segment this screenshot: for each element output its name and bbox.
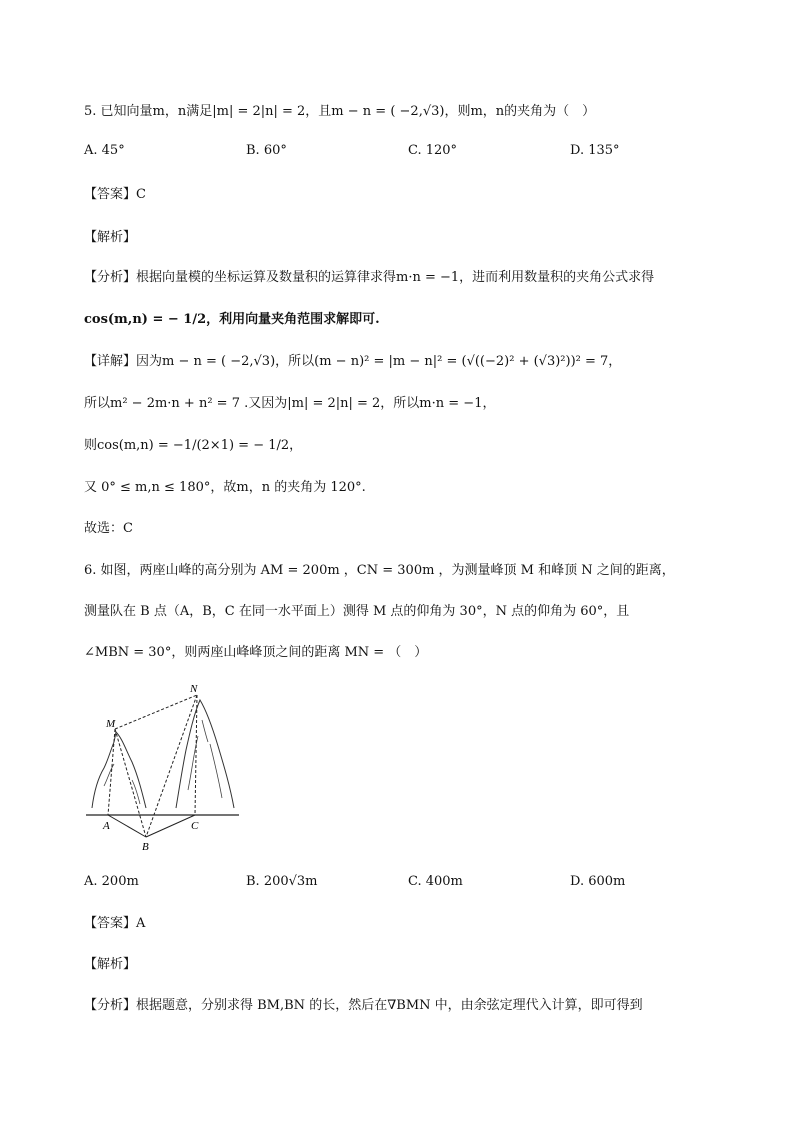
q6-stem-line-3: ∠MBN = 30°，则两座山峰峰顶之间的距离 MN = （ ） — [84, 645, 428, 660]
label-c: C — [191, 820, 199, 832]
q5-detail-line-2: 所以m² − 2m·n + n² = 7 .又因为|m| = 2|n| = 2，所以m·n = −1， — [84, 396, 496, 411]
q5-option-d: D. 135° — [570, 143, 620, 158]
q6-answer: 【答案】A — [84, 916, 146, 931]
q5-option-c: C. 120° — [408, 143, 458, 158]
mountain-figure — [84, 680, 244, 855]
q5-analysis-line-2: cos(m,n) = − 1/2，利用向量夹角范围求解即可. — [84, 312, 380, 327]
label-m: M — [106, 718, 116, 730]
q6-option-a: A. 200m — [84, 874, 139, 889]
q6-stem-line-2: 测量队在 B 点（A，B，C 在同一水平面上）测得 M 点的仰角为 30°，N 点的仰角为 60°，且 — [84, 604, 630, 619]
line-nb — [146, 695, 197, 837]
q6-option-d: D. 600m — [570, 874, 626, 889]
q6-option-b: B. 200√3m — [246, 874, 318, 889]
label-a: A — [103, 820, 110, 832]
right-mountain — [176, 700, 234, 808]
q5-detail-line-3: 则cos(m,n) = −1/(2×1) = − 1/2， — [84, 438, 303, 453]
line-mb — [115, 729, 146, 837]
q5-detail-line-1: 【详解】因为m − n = ( −2,√3)，所以(m − n)² = |m − n|² = (√((−2)² + (√3)²))² = 7， — [84, 354, 622, 369]
q5-option-a: A. 45° — [84, 143, 125, 158]
label-b: B — [142, 841, 149, 853]
q6-option-c: C. 400m — [408, 874, 463, 889]
q5-answer: 【答案】C — [84, 187, 146, 202]
q5-analysis-heading: 【解析】 — [84, 230, 137, 245]
q5-stem: 5. 已知向量m，n满足|m| = 2|n| = 2，且m − n = ( −2,√3)，则m，n的夹角为（ ） — [84, 104, 596, 119]
q6-analysis-line-1: 【分析】根据题意，分别求得 BM,BN 的长，然后在∇BMN 中，由余弦定理代入计算，即可得到 — [84, 998, 643, 1013]
q6-stem-line-1: 6. 如图，两座山峰的高分别为 AM = 200m ，CN = 300m ，为测量峰顶 M 和峰顶 N 之间的距离， — [84, 563, 675, 578]
label-n: N — [190, 683, 198, 695]
q5-choice: 故选：C — [84, 521, 133, 536]
q5-analysis-line-1: 【分析】根据向量模的坐标运算及数量积的运算律求得m·n = −1，进而利用数量积的夹角公式求得 — [84, 270, 655, 285]
q5-option-b: B. 60° — [246, 143, 287, 158]
line-bc — [146, 815, 195, 837]
q6-analysis-heading: 【解析】 — [84, 957, 137, 972]
line-ma — [108, 729, 115, 815]
q5-detail-line-4: 又 0° ≤ m,n ≤ 180°，故m，n 的夹角为 120°. — [84, 480, 366, 495]
line-mn — [115, 695, 197, 729]
